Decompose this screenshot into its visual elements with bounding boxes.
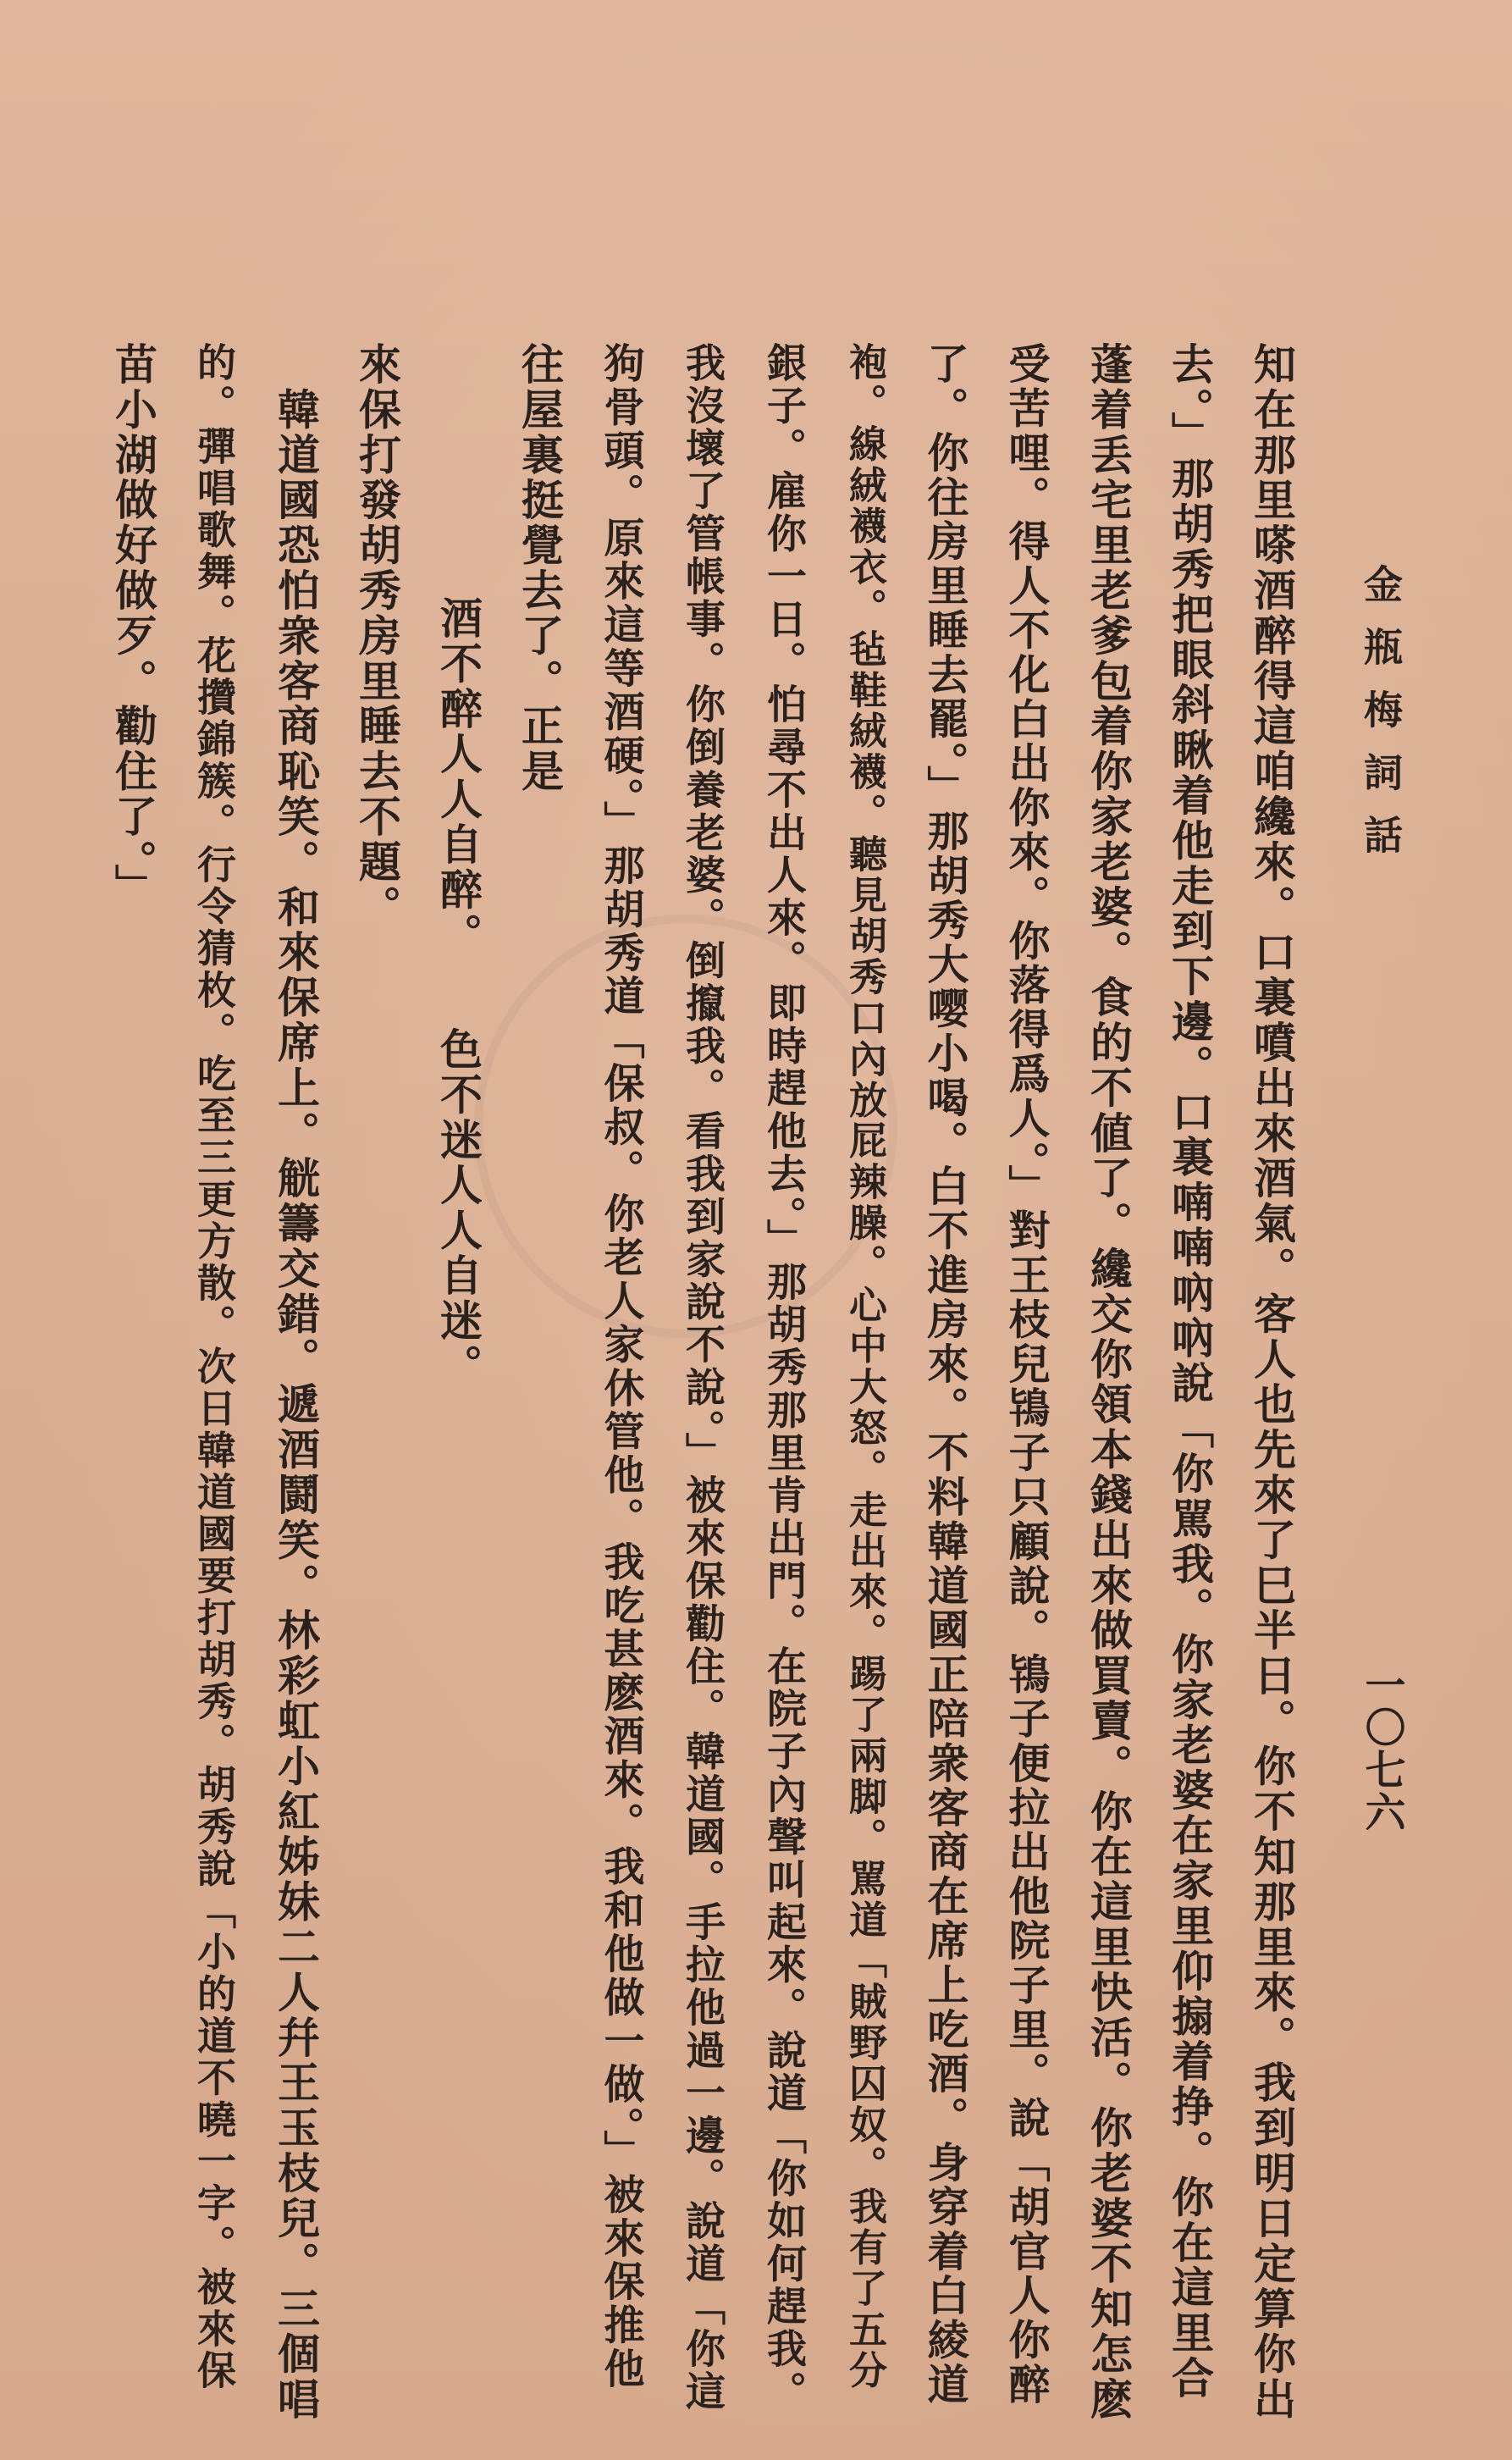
text-column-3: 蓬着丢宅里老爹包着你家老婆。食的不値了。纔交你領本錢出來做買賣。你在這里快活。你老婆不知怎麽 xyxy=(1084,342,1134,2423)
page-number: 一〇七六 xyxy=(1358,1664,1405,1833)
text-column-8: 我沒壞了管帳事。你倒養老婆。倒攛我。看我到家說不說。」被來保勸住。韓道國。手拉他過一邊。說道「你這 xyxy=(679,342,726,2414)
running-title: 金瓶梅詞話 xyxy=(1358,564,1404,877)
text-column-15: 苗小湖做好做歹。勸住了。」 xyxy=(108,342,158,909)
text-column-12: 來保打發胡秀房里睡去不題。 xyxy=(352,342,402,931)
text-column-9: 狗骨頭。原來這等酒硬。」那胡秀道「保叔。你老人家休管他。我吃甚麽酒來。我和他做一做。」被來保推他 xyxy=(597,342,644,2391)
text-column-14: 的。彈唱歌舞。花攢錦簇。行令猜枚。吃至三更方散。次日韓道國要打胡秀。胡秀說「小的道不曉一字。被來保 xyxy=(191,342,237,2392)
text-column-5: 了。你往房里睡去罷。」那胡秀大嘤小喝。白不進房來。不料韓道國正陪衆客商在席上吃酒。身穿着白綾道 xyxy=(921,342,970,2407)
text-column-4: 受苦哩。得人不化白出你來。你落得爲人。」對王枝兒鴇子只顧說。鴇子便拉出他院子里。說「胡官人你醉 xyxy=(1002,342,1051,2407)
text-column-6: 袍。線絨襪衣。毡鞋絨襪。聽見胡秀口內放屁辣臊。心中大怒。走出來。踢了兩脚。駡道「賊野囚奴。我有了五分 xyxy=(842,342,887,2391)
text-column-13: 韓道國恐怕衆客商恥笑。和來保席上。觥籌交錯。遞酒鬪笑。林彩虹小紅姊妹二人幷王玉枝兒。三個唱 xyxy=(271,342,321,2423)
text-column-1: 知在那里嗏酒醉得這咱纔來。口裏噴出來酒氣。客人也先來了巳半日。你不知那里來。我到明日定算你出 xyxy=(1247,342,1297,2423)
poem-couplet: 酒不醉人人自醉。 色不迷人人自迷。 xyxy=(433,596,483,1390)
text-column-7: 銀子。雇你一日。怕尋不出人來。即時趕他去。」那胡秀那里肯出門。在院子內聲叫起來。說道「你如何趕我。 xyxy=(760,342,807,2414)
text-column-2: 去。」那胡秀把眼斜瞅着他走到下邊。口裏喃喃吶吶說「你駡我。你家老婆在家里仰搧着挣。你在這里合 xyxy=(1165,342,1215,2402)
text-column-10: 往屋裏挺覺去了。正是 xyxy=(515,342,565,794)
